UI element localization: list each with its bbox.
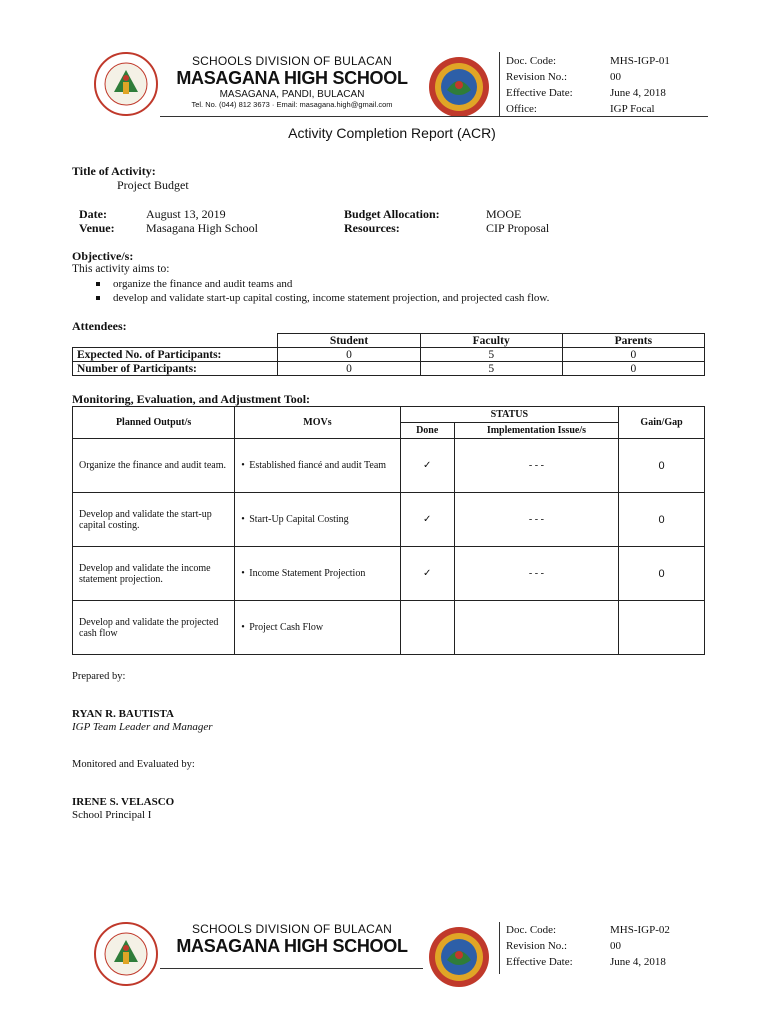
objective-item: develop and validate start-up capital costing, income statement projection, and projected cash flow. [72, 291, 712, 305]
planned-output-cell: Develop and validate the projected cash flow [73, 601, 235, 655]
issue-cell: - - - [454, 547, 618, 601]
issue-cell: - - - [454, 439, 618, 493]
deped-seal [428, 56, 490, 118]
meat-label: Monitoring, Evaluation, and Adjustment Tool: [72, 392, 311, 406]
meta-key: Doc. Code: [506, 924, 557, 936]
monitored-by-name: IRENE S. VELASCO [72, 796, 175, 808]
objective-item: organize the finance and audit teams and [72, 277, 712, 291]
done-cell [400, 601, 454, 655]
resources-label: Resources: [344, 221, 400, 235]
school-contact: Tel. No. (044) 812 3673 · Email: masagana.high@gmail.com [191, 100, 393, 109]
gain-gap-cell: 0 [619, 493, 705, 547]
division-name: SCHOOLS DIVISION OF BULACAN [191, 922, 393, 936]
mov-cell: • Project Cash Flow [235, 601, 400, 655]
cell-value: 0 [562, 362, 704, 376]
meta-key: Effective Date: [506, 956, 573, 968]
col-status: STATUS [400, 407, 618, 423]
deped-seal [428, 926, 490, 988]
meta-key: Revision No.: [506, 71, 568, 83]
report-title: Activity Completion Report (ACR) [288, 125, 496, 141]
objectives-list [72, 277, 712, 305]
venue-value: Masagana High School [146, 221, 258, 235]
meta-value: 00 [610, 71, 621, 83]
meta-doc-code [506, 55, 706, 70]
meta-key: Office: [506, 103, 537, 115]
row-label: Expected No. of Participants: [73, 348, 278, 362]
monitored-by-label: Monitored and Evaluated by: [72, 759, 195, 770]
col-gain-gap: Gain/Gap [619, 407, 705, 439]
mov-cell: • Start-Up Capital Costing [235, 493, 400, 547]
col-parents: Parents [562, 334, 704, 348]
school-logo [94, 52, 158, 116]
cell-value: 0 [278, 362, 420, 376]
school-logo [94, 922, 158, 986]
table-row [73, 547, 705, 601]
title-of-activity-value: Project Budget [117, 178, 189, 192]
prepared-by-name: RYAN R. BAUTISTA [72, 708, 174, 720]
meta-doc-code [506, 924, 706, 939]
table-row [73, 601, 705, 655]
table-row [73, 493, 705, 547]
title-of-activity-label: Title of Activity: [72, 164, 156, 178]
budget-allocation-label: Budget Allocation: [344, 207, 440, 221]
objectives-label: Objective/s: [72, 249, 134, 263]
cell-value: 5 [420, 362, 562, 376]
meta-value: 00 [610, 940, 621, 952]
objectives-intro: This activity aims to: [72, 263, 170, 275]
prepared-by-label: Prepared by: [72, 671, 126, 682]
attendees-label: Attendees: [72, 319, 127, 333]
col-faculty: Faculty [420, 334, 562, 348]
planned-output-cell: Develop and validate the income statement projection. [73, 547, 235, 601]
budget-allocation-value: MOOE [486, 207, 522, 221]
meta-value: June 4, 2018 [610, 956, 666, 968]
attendees-corner [73, 334, 278, 348]
school-address: MASAGANA, PANDI, BULACAN [219, 89, 365, 100]
check-icon: ✓ [400, 547, 454, 601]
table-row [73, 362, 705, 376]
col-student: Student [278, 334, 420, 348]
attendees-table [72, 333, 705, 376]
mov-cell: • Established fiancé and audit Team [235, 439, 400, 493]
row-label: Number of Participants: [73, 362, 278, 376]
date-label: Date: [79, 207, 107, 221]
col-implementation-issue: Implementation Issue/s [454, 423, 618, 439]
meta-value: MHS-IGP-01 [610, 55, 670, 67]
check-icon: ✓ [400, 439, 454, 493]
meta-key: Revision No.: [506, 940, 568, 952]
meta-value: MHS-IGP-02 [610, 924, 670, 936]
col-planned-output: Planned Output/s [73, 407, 235, 439]
gain-gap-cell: 0 [619, 547, 705, 601]
cell-value: 5 [420, 348, 562, 362]
meta-value: June 4, 2018 [610, 87, 666, 99]
table-row [73, 348, 705, 362]
meta-key: Effective Date: [506, 87, 573, 99]
col-movs: MOVs [235, 407, 400, 439]
meta-key: Doc. Code: [506, 55, 557, 67]
meta-revision [506, 940, 706, 955]
division-name: SCHOOLS DIVISION OF BULACAN [191, 54, 393, 68]
cell-value: 0 [278, 348, 420, 362]
meta-revision [506, 71, 706, 86]
planned-output-cell: Organize the finance and audit team. [73, 439, 235, 493]
issue-cell [454, 601, 618, 655]
check-icon: ✓ [400, 493, 454, 547]
school-name: MASAGANA HIGH SCHOOL [176, 68, 408, 88]
meat-table [72, 406, 705, 655]
issue-cell: - - - [454, 493, 618, 547]
meta-value: IGP Focal [610, 103, 655, 115]
school-name: MASAGANA HIGH SCHOOL [176, 936, 408, 956]
resources-value: CIP Proposal [486, 221, 550, 235]
meta-effective-date [506, 956, 706, 971]
table-row [73, 439, 705, 493]
monitored-by-title: School Principal I [72, 809, 152, 821]
venue-label: Venue: [79, 221, 115, 235]
date-value: August 13, 2019 [146, 207, 226, 221]
mov-cell: • Income Statement Projection [235, 547, 400, 601]
cell-value: 0 [562, 348, 704, 362]
meta-effective-date [506, 87, 706, 102]
gain-gap-cell [619, 601, 705, 655]
gain-gap-cell: 0 [619, 439, 705, 493]
planned-output-cell: Develop and validate the start-up capital costing. [73, 493, 235, 547]
prepared-by-title: IGP Team Leader and Manager [72, 721, 213, 733]
col-done: Done [400, 423, 454, 439]
